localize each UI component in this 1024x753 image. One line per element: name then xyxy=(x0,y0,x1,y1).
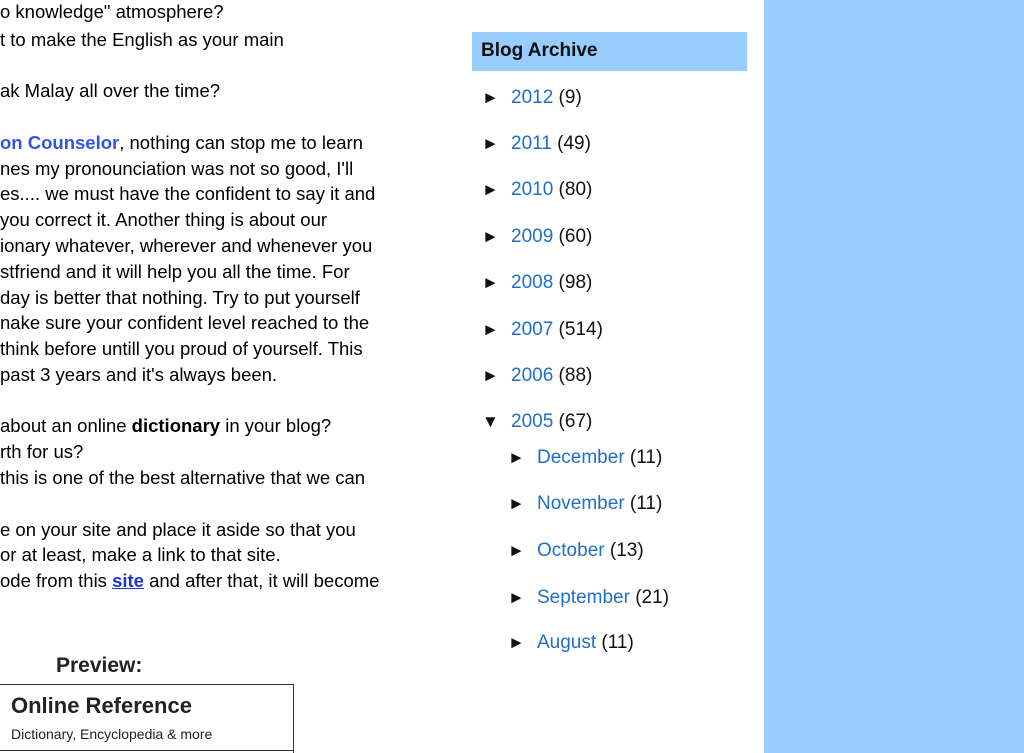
post-line: es.... we must have the confident to say it and xyxy=(0,183,376,204)
archive-count: (80) xyxy=(553,179,593,200)
online-reference-widget[interactable] xyxy=(0,684,294,753)
post-line: nake sure your confident level reached to the xyxy=(0,312,370,333)
widget-subtitle: Dictionary, Encyclopedia & more xyxy=(11,726,213,742)
page-background-band xyxy=(764,0,1024,753)
archive-month-september[interactable] xyxy=(508,586,669,610)
triangle-right-icon[interactable]: ► xyxy=(482,134,499,153)
triangle-right-icon[interactable]: ► xyxy=(508,494,525,513)
post-line: stfriend and it will help you all the time. For xyxy=(0,261,350,282)
archive-link[interactable]: October xyxy=(537,540,605,561)
archive-count: (60) xyxy=(553,226,593,247)
post-line: t to make the English as your main xyxy=(0,29,284,50)
archive-year-2005[interactable] xyxy=(482,410,592,434)
triangle-right-icon[interactable]: ► xyxy=(508,588,525,607)
post-line: past 3 years and it's always been. xyxy=(0,364,278,385)
triangle-right-icon[interactable]: ► xyxy=(482,320,499,339)
archive-link[interactable]: 2006 xyxy=(511,365,554,386)
post-line: day is better that nothing. Try to put yourself xyxy=(0,287,360,308)
post-line: this is one of the best alternative that we can xyxy=(0,467,366,488)
triangle-right-icon[interactable]: ► xyxy=(482,227,499,246)
archive-count: (21) xyxy=(629,587,670,608)
triangle-right-icon[interactable]: ► xyxy=(482,180,499,199)
triangle-right-icon[interactable]: ► xyxy=(508,448,525,467)
archive-month-october[interactable] xyxy=(508,539,644,563)
archive-count: (11) xyxy=(596,632,634,653)
post-line: on Counselor, nothing can stop me to learn xyxy=(0,132,363,153)
archive-link[interactable]: 2009 xyxy=(511,226,554,247)
triangle-right-icon[interactable]: ► xyxy=(482,366,499,385)
archive-link[interactable]: 2007 xyxy=(511,319,554,340)
archive-link[interactable]: 2010 xyxy=(511,179,554,200)
post-line: or at least, make a link to that site. xyxy=(0,544,281,565)
triangle-right-icon[interactable]: ► xyxy=(482,273,499,292)
post-line: rth for us? xyxy=(0,441,84,462)
archive-count: (98) xyxy=(553,272,593,293)
archive-link[interactable]: 2012 xyxy=(511,87,554,108)
post-line: e on your site and place it aside so that you xyxy=(0,519,356,540)
post-line: you correct it. Another thing is about our xyxy=(0,209,328,230)
widget-divider xyxy=(0,750,293,751)
archive-count: (49) xyxy=(551,133,591,154)
archive-year-2009[interactable] xyxy=(482,225,592,249)
triangle-right-icon[interactable]: ► xyxy=(508,541,525,560)
archive-count: (13) xyxy=(604,540,644,561)
archive-link[interactable]: 2011 xyxy=(511,133,552,154)
post-line: ak Malay all over the time? xyxy=(0,80,221,101)
widget-title: Online Reference xyxy=(11,693,192,718)
archive-link[interactable]: 2008 xyxy=(511,272,554,293)
archive-count: (67) xyxy=(553,411,593,432)
archive-link[interactable]: August xyxy=(537,632,597,653)
archive-count: (514) xyxy=(553,319,603,340)
archive-count: (88) xyxy=(553,365,593,386)
archive-year-2011[interactable] xyxy=(482,132,591,156)
archive-year-2007[interactable] xyxy=(482,318,603,342)
triangle-right-icon[interactable]: ► xyxy=(482,88,499,107)
post-line: think before untill you proud of yourself. This xyxy=(0,338,363,359)
archive-year-2010[interactable] xyxy=(482,178,592,202)
site-link[interactable]: site xyxy=(112,570,144,591)
preview-label: Preview: xyxy=(56,654,143,677)
blog-archive-title: Blog Archive xyxy=(481,40,598,61)
triangle-down-icon[interactable]: ▼ xyxy=(482,412,499,431)
blog-archive-header xyxy=(472,32,747,71)
post-line: ionary whatever, wherever and whenever you xyxy=(0,235,373,256)
archive-month-december[interactable] xyxy=(508,446,662,470)
archive-month-august[interactable] xyxy=(508,631,634,655)
archive-count: (11) xyxy=(624,447,663,468)
post-line: ode from this site and after that, it will become xyxy=(0,570,380,591)
archive-link[interactable]: December xyxy=(537,447,625,468)
archive-year-2008[interactable] xyxy=(482,271,592,295)
counselor-link[interactable]: on Counselor xyxy=(0,132,120,153)
archive-link[interactable]: 2005 xyxy=(511,411,554,432)
archive-link[interactable]: September xyxy=(537,587,630,608)
archive-month-november[interactable] xyxy=(508,492,662,516)
triangle-right-icon[interactable]: ► xyxy=(508,633,525,652)
archive-count: (9) xyxy=(553,87,582,108)
archive-link[interactable]: November xyxy=(537,493,625,514)
post-line: about an online dictionary in your blog? xyxy=(0,415,332,436)
archive-count: (11) xyxy=(624,493,663,514)
post-line: o knowledge" atmosphere? xyxy=(0,1,224,22)
archive-year-2012[interactable] xyxy=(482,86,582,110)
post-line: nes my pronounciation was not so good, I'll xyxy=(0,158,354,179)
archive-year-2006[interactable] xyxy=(482,364,592,388)
